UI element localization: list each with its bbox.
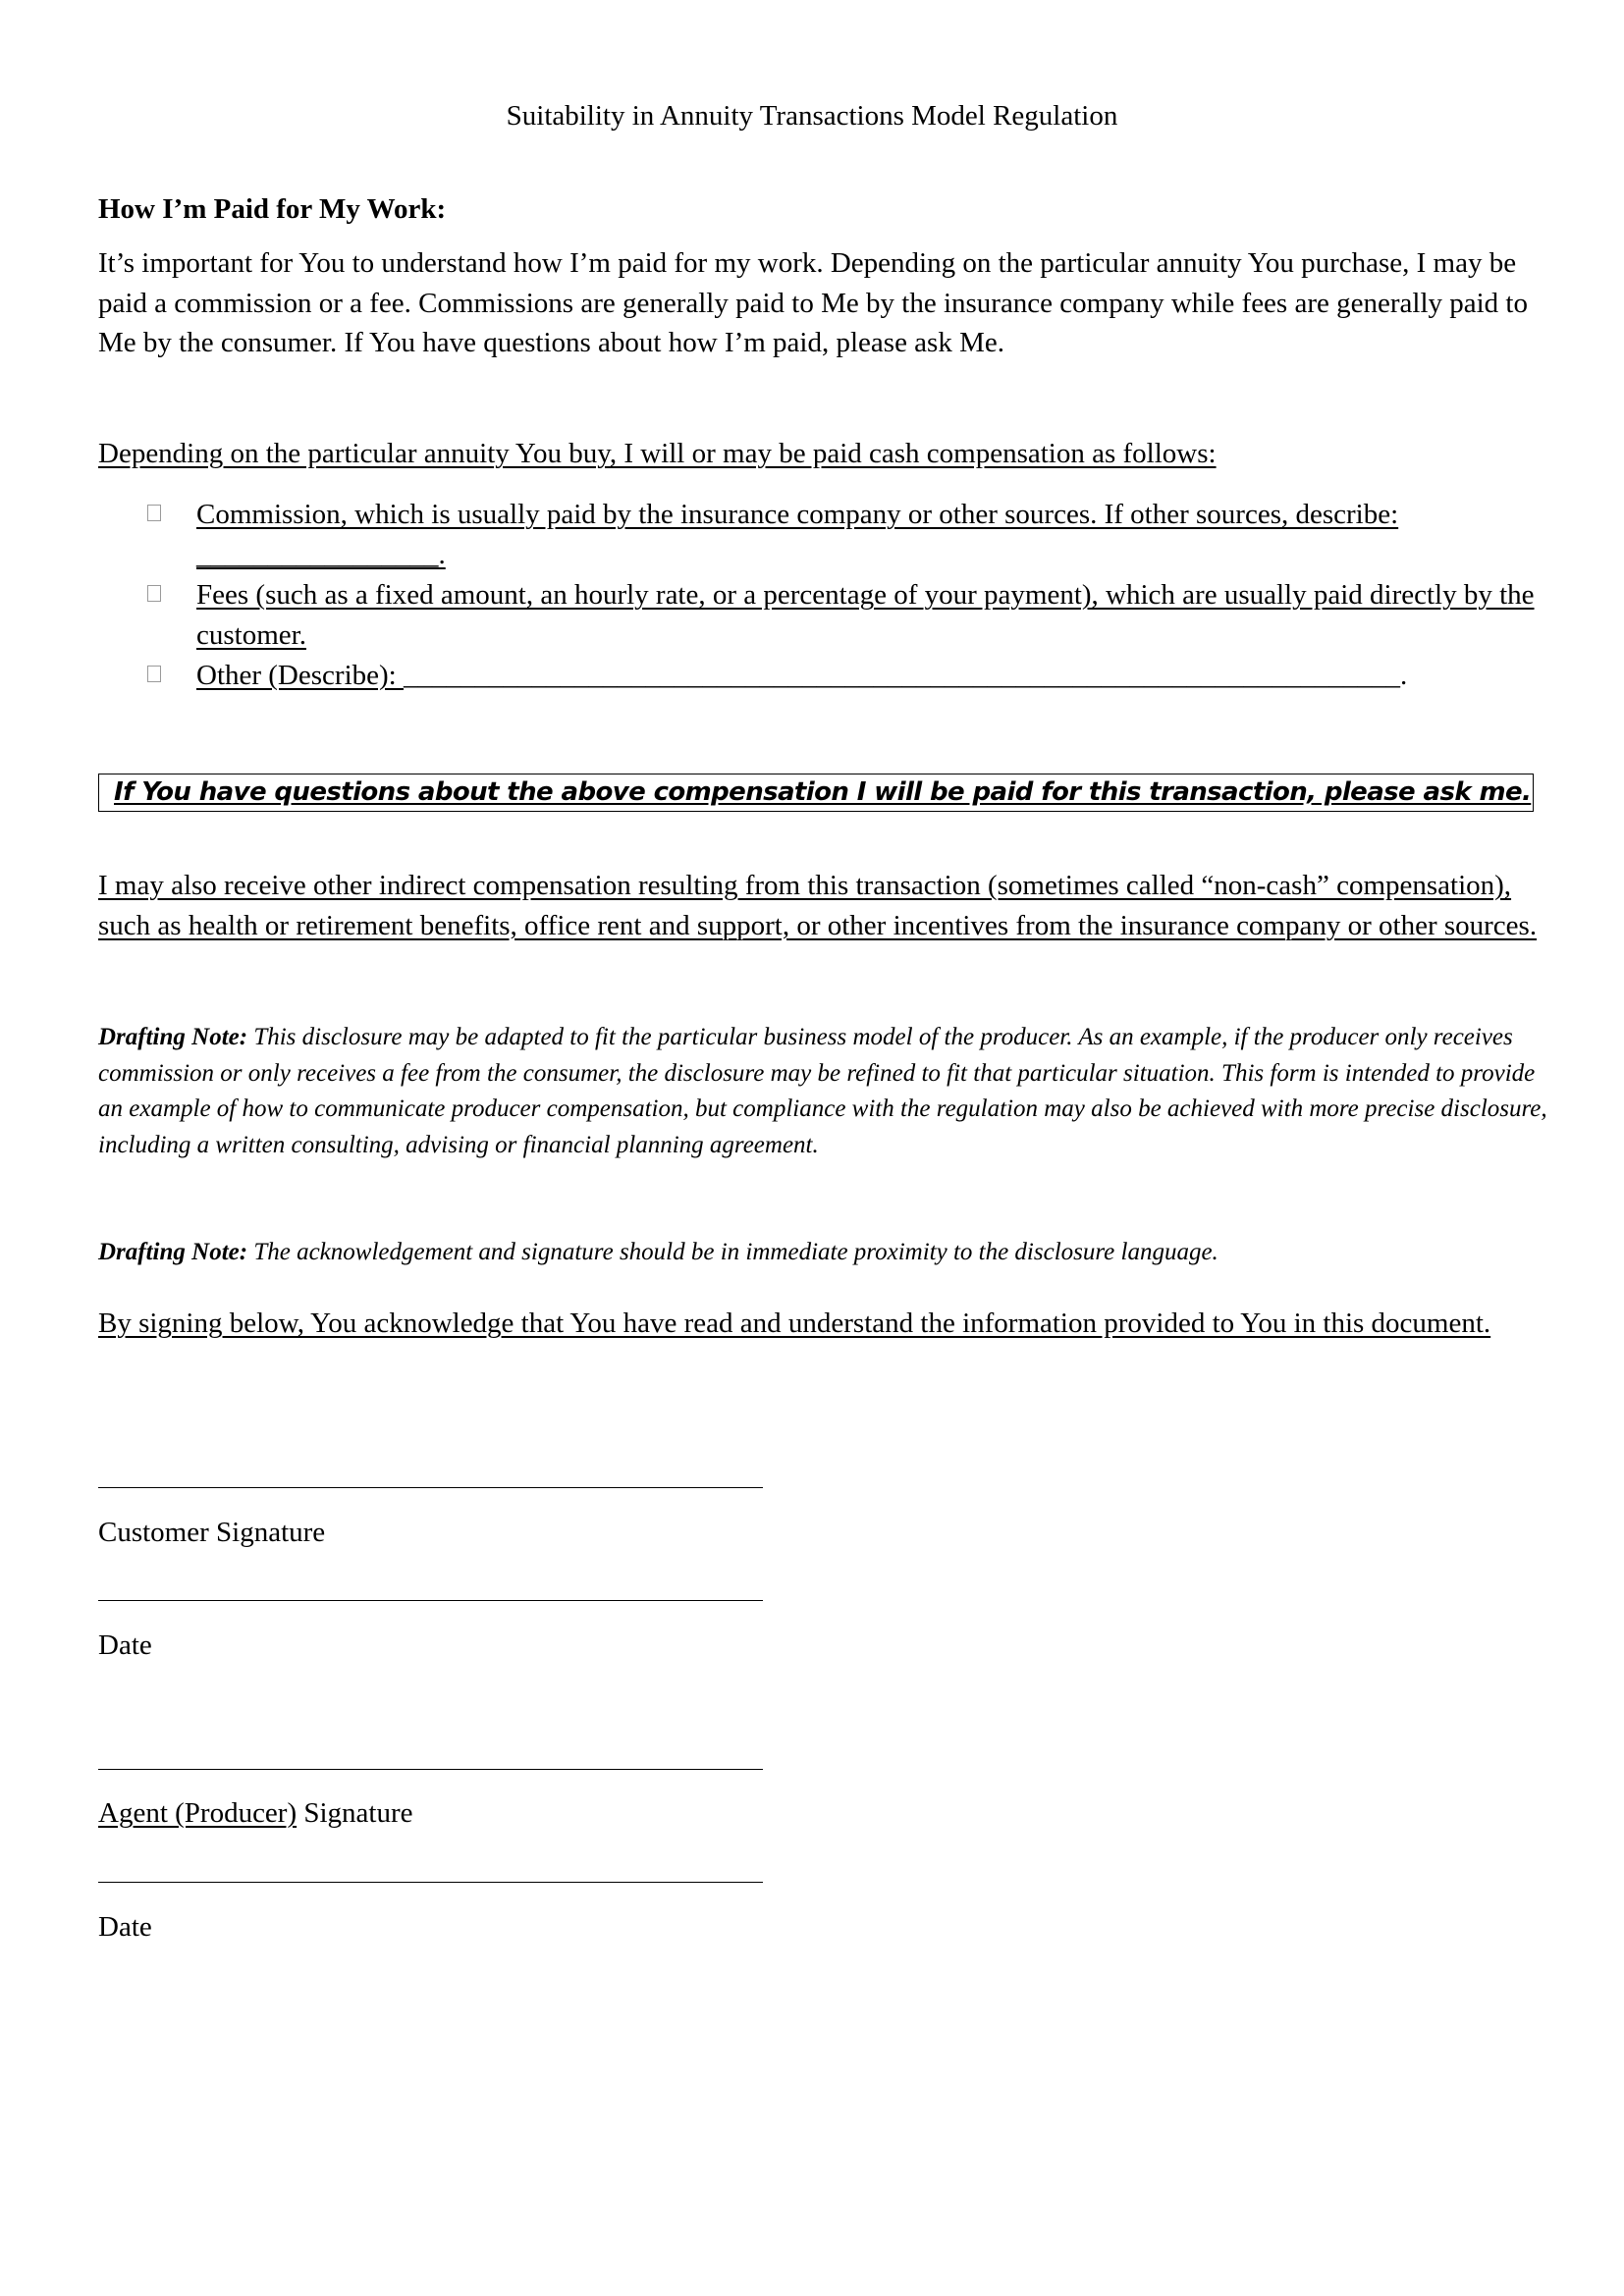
drafting-note-2-label: Drafting Note: (98, 1239, 248, 1265)
depending-line: Depending on the particular annuity You buy, I will or may be paid cash compensation as follows: (98, 438, 1217, 469)
commission-checkbox[interactable] (147, 505, 161, 521)
intro-paragraph: It’s important for You to understand how I’m paid for my work. Depending on the particular annuity You purchase, I may be paid a commission or a fee. Commissions are generally paid to Me by the insurance company while fees are generally paid to Me by the consumer. If You have questions about how I’m paid, please ask Me. (98, 247, 1528, 358)
option-commission-blank: _________________. (196, 538, 446, 570)
customer-signature-label: Customer Signature (98, 1517, 326, 1548)
customer-signature-line[interactable] (98, 1487, 763, 1488)
option-fees (147, 575, 1542, 656)
compensation-callout (98, 774, 1534, 812)
agent-date-label: Date (98, 1911, 152, 1943)
drafting-note-1-text: This disclosure may be adapted to fit the particular business model of the producer. As an example, if the producer only receives commission or only receives a fee from the consumer, the disclosure may be refined to fit that particular situation. This form is intended to provide an example of how to communicate producer compensation, but compliance with the regulation may also be achieved with more precise disclosure, including a written consulting, advising or financial planning agreement. (98, 1024, 1547, 1158)
drafting-note-2 (98, 1235, 1551, 1271)
drafting-note-1 (98, 1020, 1551, 1163)
option-commission (147, 495, 1542, 575)
agent-signature-label (98, 1793, 413, 1833)
section-heading: How I’m Paid for My Work: (98, 193, 447, 225)
drafting-note-2-text: The acknowledgement and signature should be in immediate proximity to the disclosure language. (247, 1239, 1218, 1265)
agent-producer-text: Agent (Producer) (98, 1797, 298, 1829)
acknowledgement-paragraph: By signing below, You acknowledge that You have read and understand the information provided to You in this document. (98, 1308, 1491, 1339)
fees-checkbox[interactable] (147, 585, 161, 602)
header-title: Suitability in Annuity Transactions Model Regulation (506, 100, 1118, 132)
other-checkbox[interactable] (147, 666, 161, 682)
option-other-blank: ______________________________________________________________________. (403, 660, 1408, 691)
agent-signature-line[interactable] (98, 1769, 763, 1770)
customer-date-line[interactable] (98, 1600, 763, 1601)
indirect-compensation-paragraph: I may also receive other indirect compensation resulting from this transaction (sometimes called “non-cash” compensation), such as health or retirement benefits, office rent and support, or other incentives from the insurance company or other sources. (98, 870, 1538, 941)
option-other (147, 656, 1542, 696)
option-commission-label: Commission, which is usually paid by the insurance company or other sources. If other sources, describe: (196, 499, 1399, 530)
option-fees-label: Fees (such as a fixed amount, an hourly rate, or a percentage of your payment), which are usually paid directly by the customer. (196, 579, 1535, 651)
callout-text: If You have questions about the above compensation I will be paid for this transaction, please ask me. (114, 777, 1532, 807)
agent-date-line[interactable] (98, 1882, 763, 1883)
drafting-note-1-label: Drafting Note: (98, 1024, 248, 1050)
option-other-label: Other (Describe): (196, 660, 404, 691)
agent-signature-suffix: Signature (297, 1797, 413, 1829)
customer-date-label: Date (98, 1629, 152, 1661)
